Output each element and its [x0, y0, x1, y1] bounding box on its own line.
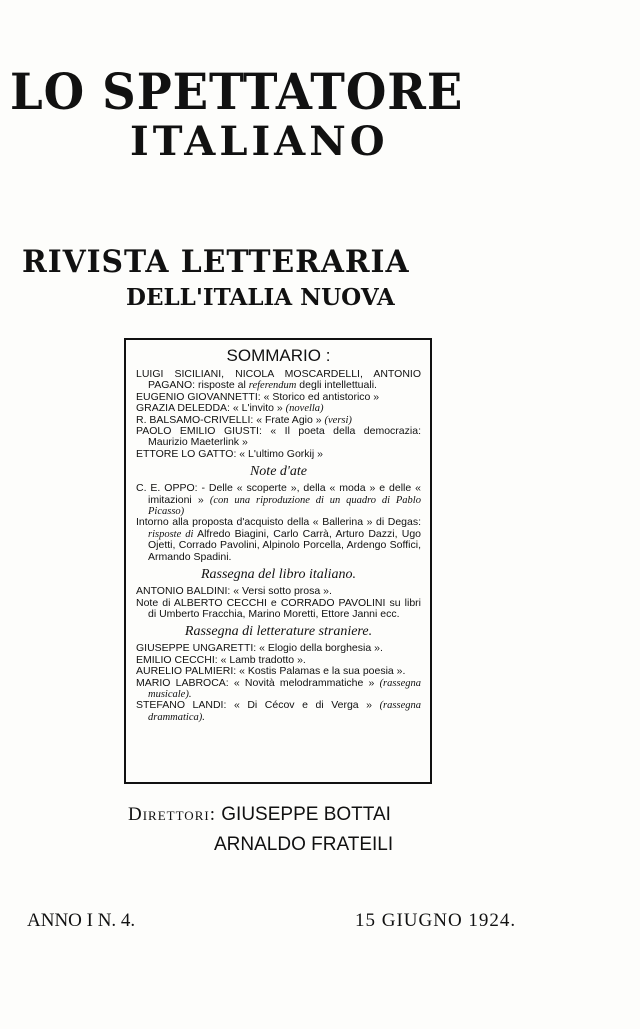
entry-author: GRAZIA DELEDDA [136, 402, 228, 415]
entry-text: : - Delle « scoperte », della « moda » e delle « imitazioni » [148, 482, 421, 506]
entry-text: : « Frate Agio » [250, 413, 325, 426]
entry-text: : « Novità melodrammatiche » [225, 676, 380, 689]
issue-number: ANNO I N. 4. [27, 910, 136, 931]
entry-author: ETTORE LO GATTO [136, 447, 234, 460]
editors-label: Direttori: [128, 804, 216, 825]
entry-author: EMILIO CECCHI [136, 653, 215, 666]
issue-date: 15 GIUGNO 1924. [355, 910, 517, 931]
entry-italic: (rassegna musicale). [148, 677, 421, 700]
main-entries [136, 369, 421, 460]
entry-text: : « Versi sotto prosa ». [227, 585, 332, 598]
contents-entry [136, 369, 421, 392]
entry-text: : « Elogio della borghesia ». [253, 642, 383, 655]
contents-heading: SOMMARIO : [226, 346, 331, 365]
contents-entry [136, 678, 421, 701]
masthead-subtitle-line2: DELL'ITALIA NUOVA [126, 284, 395, 311]
entry-author: R. BALSAMO-CRIVELLI [136, 413, 251, 426]
entry-italic: referendum [248, 380, 297, 392]
entry-author: ANTONIO BALDINI [136, 585, 228, 598]
contents-box [124, 338, 432, 784]
entry-after: Alfredo Biagini, Carlo Carrà, Arturo Dazzi, Ugo Ojetti, Corrado Pavolini, Alpinolo Porcella, Ardengo Soffici, Armando Spadini. [148, 527, 422, 563]
entry-author: STEFANO LANDI [136, 699, 224, 712]
entry-text: : « L'ultimo Gorkij » [233, 447, 323, 460]
entry-author: MARIO LABROCA [136, 676, 226, 689]
contents-entry [136, 483, 421, 517]
entry-text: : « Lamb tradotto ». [214, 653, 306, 666]
entry-author: GIUSEPPE UNGARETTI [136, 642, 254, 655]
entry-author: LUIGI SICILIANI, NICOLA MOSCARDELLI, ANTONIO PAGANO [136, 368, 421, 392]
entry-text: : « Il poeta della democrazia: Maurizio Maeterlink » [148, 425, 421, 449]
entry-text: : « Di Cécov e di Verga » [223, 699, 380, 712]
entry-text: : risposte al [192, 379, 249, 392]
masthead-subtitle: RIVISTA LETTERARIA [22, 244, 410, 280]
section-foreign-heading: Rassegna di letterature straniere. [184, 624, 373, 640]
entry-italic: (novella) [285, 403, 324, 415]
editors-line [128, 804, 391, 826]
entry-italic: risposte di [148, 528, 194, 540]
director-1: GIUSEPPE BOTTAI [221, 804, 391, 825]
section-books-heading: Rassegna del libro italiano. [200, 567, 357, 583]
entry-author: PAOLO EMILIO GIUSTI [136, 425, 259, 438]
entry-text: Intorno alla proposta d'acquisto della « Ballerina » di Degas: [136, 516, 421, 529]
foreign-entries [136, 643, 421, 723]
contents-entry [136, 517, 421, 563]
director-2: ARNALDO FRATEILI [214, 834, 394, 855]
entry-text: : « Storico ed antistorico » [257, 390, 380, 403]
entry-italic: (versi) [324, 414, 352, 426]
contents-entry [136, 598, 421, 621]
entry-text: : « L'invito » [227, 402, 286, 415]
contents-entry [136, 449, 421, 460]
entry-author: C. E. OPPO [136, 482, 195, 495]
masthead-title-line2: ITALIANO [130, 118, 389, 165]
contents-entry [136, 426, 421, 449]
section-notes-heading: Note d'ate [249, 464, 308, 480]
entry-italic: (rassegna drammatica). [148, 700, 421, 723]
entry-text: : « Kostis Palamas e la sua poesia ». [233, 665, 406, 678]
entry-author: EUGENIO GIOVANNETTI [136, 390, 258, 403]
contents-entry [136, 700, 421, 723]
entry-after: degli intellettuali. [296, 379, 377, 392]
entry-italic: (con una riproduzione di un quadro di Pablo Picasso) [148, 494, 421, 518]
notes-entries [136, 483, 421, 563]
masthead-title: LO SPETTATORE [10, 62, 464, 121]
entry-author: AURELIO PALMIERI [136, 665, 234, 678]
entry-text: Note di ALBERTO CECCHI e CORRADO PAVOLINI su libri di Umberto Fracchia, Marino Moretti, Ettore Janni ecc. [136, 596, 421, 620]
books-entries [136, 586, 421, 620]
